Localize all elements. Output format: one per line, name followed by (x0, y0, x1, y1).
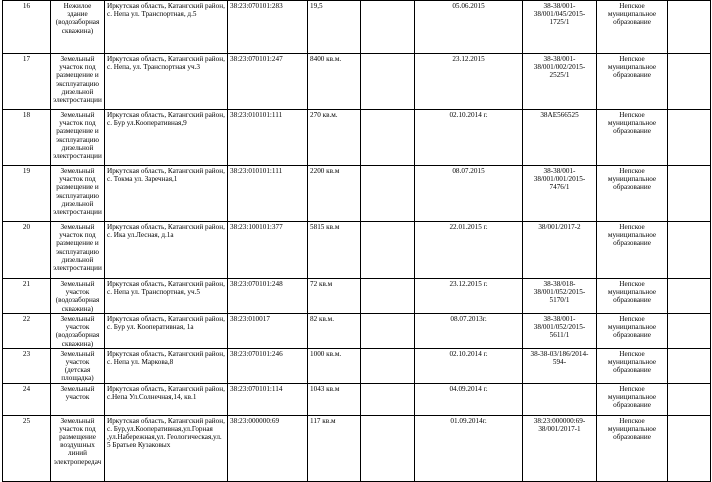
address-cell: Иркутская область, Катангский район, с. Непа, ул. Транспортная уч.3 (105, 54, 228, 110)
empty-cell (668, 222, 711, 279)
empty-cell (668, 166, 711, 222)
area-cell: 72 кв.м (308, 279, 361, 314)
table-row (3, 348, 711, 383)
registration-number-cell (523, 383, 597, 415)
object-name-cell: Земельный участок под размещение и эксплуатацию дизельной электростанции (51, 110, 105, 166)
empty-cell (668, 279, 711, 314)
empty-cell (668, 54, 711, 110)
row-number-cell: 19 (3, 166, 51, 222)
empty-cell (361, 314, 415, 349)
address-cell: Иркутская область, Катангский район, с. Непа ул. Транспортная, уч.5 (105, 279, 228, 314)
area-cell: 117 кв.м (308, 415, 361, 481)
registration-date-cell: 02.10.2014 г. (415, 348, 523, 383)
address-cell: Иркутская область, Катангский район, с. Бур,ул.Кооперативная,ул.Горная ,ул.Набережная,ул. Геологическая,ул. 5 Братьев Кузаковых (105, 415, 228, 481)
cadastral-number-cell: 38:23:010101:111 (228, 166, 308, 222)
registration-date-cell: 08.07.2013г. (415, 314, 523, 349)
area-cell: 2200 кв.м (308, 166, 361, 222)
table-row (3, 1, 711, 54)
registration-date-cell: 05.06.2015 (415, 1, 523, 54)
owner-cell: Непское муниципальное образование (597, 110, 668, 166)
owner-cell: Непское муниципальное образование (597, 383, 668, 415)
area-cell: 82 кв.м. (308, 314, 361, 349)
cadastral-number-cell: 38:23:010101:111 (228, 110, 308, 166)
address-cell: Иркутская область, Катангский район, с. Непа ул. Маркова,8 (105, 348, 228, 383)
address-cell: Иркутская область, Катангский район, с. Ика ул.Лесная, д.1а (105, 222, 228, 279)
registration-number-cell: 38-38/001-38/001/045/2015-1725/1 (523, 1, 597, 54)
address-cell: Иркутская область, Катангский район, с. Бур ул.Кооперативная,9 (105, 110, 228, 166)
cadastral-number-cell: 38:23:000000:69 (228, 415, 308, 481)
empty-cell (668, 1, 711, 54)
object-name-cell: Земельный участок (водозаборная скважина) (51, 314, 105, 349)
owner-cell: Непское муниципальное образование (597, 279, 668, 314)
registration-number-cell: 38АЕ566525 (523, 110, 597, 166)
cadastral-number-cell: 38:23:070101:283 (228, 1, 308, 54)
empty-cell (361, 110, 415, 166)
object-name-cell: Земельный участок (51, 383, 105, 415)
table-row (3, 110, 711, 166)
empty-cell (668, 110, 711, 166)
empty-cell (361, 54, 415, 110)
area-cell: 19,5 (308, 1, 361, 54)
empty-cell (361, 1, 415, 54)
cadastral-number-cell: 38:23:070101:248 (228, 279, 308, 314)
registration-number-cell: 38-38/001-38/001/002/2015-2525/1 (523, 54, 597, 110)
owner-cell: Непское муниципальное образование (597, 314, 668, 349)
address-cell: Иркутская область, Катангский район, с. Непа ул. Транспортная, д.5 (105, 1, 228, 54)
empty-cell (361, 415, 415, 481)
object-name-cell: Земельный участок (водозаборная скважина) (51, 279, 105, 314)
registration-number-cell: 38-38/001-38/001/052/2015-5611/1 (523, 314, 597, 349)
area-cell: 8400 кв.м. (308, 54, 361, 110)
table-row (3, 415, 711, 481)
registration-number-cell: 38-38/018-38/001/052/2015-5170/1 (523, 279, 597, 314)
empty-cell (361, 166, 415, 222)
owner-cell: Непское муниципальное образование (597, 54, 668, 110)
row-number-cell: 25 (3, 415, 51, 481)
row-number-cell: 20 (3, 222, 51, 279)
row-number-cell: 22 (3, 314, 51, 349)
area-cell: 1000 кв.м. (308, 348, 361, 383)
cadastral-number-cell: 38:23:100101:377 (228, 222, 308, 279)
area-cell: 270 кв.м. (308, 110, 361, 166)
empty-cell (361, 348, 415, 383)
object-name-cell: Земельный участок (детская площадка) (51, 348, 105, 383)
registration-date-cell: 23.12.2015 г. (415, 279, 523, 314)
address-cell: Иркутская область, Катангский район, с. Бур ул. Кооперативная, 1а (105, 314, 228, 349)
empty-cell (668, 348, 711, 383)
owner-cell: Непское муниципальное образование (597, 1, 668, 54)
row-number-cell: 24 (3, 383, 51, 415)
object-name-cell: Земельный участок под размещение воздушных линий электропередач (51, 415, 105, 481)
cadastral-number-cell: 38:23:070101:114 (228, 383, 308, 415)
cadastral-number-cell: 38:23:070101:247 (228, 54, 308, 110)
object-name-cell: Земельный участок под размещение и эксплуатацию дизельной электростанции (51, 166, 105, 222)
property-registry-table (2, 0, 711, 482)
empty-cell (361, 279, 415, 314)
row-number-cell: 18 (3, 110, 51, 166)
address-cell: Иркутская область, Катангский район, с.Непа Ул.Солнечная,14, кв.1 (105, 383, 228, 415)
empty-cell (668, 415, 711, 481)
registration-number-cell: 38-38/001-38/001/001/2015-7476/1 (523, 166, 597, 222)
registration-number-cell: 38-38-03/186/2014-594- (523, 348, 597, 383)
table-row (3, 314, 711, 349)
row-number-cell: 17 (3, 54, 51, 110)
owner-cell: Непское муниципальное образование (597, 348, 668, 383)
table-row (3, 222, 711, 279)
empty-cell (668, 383, 711, 415)
registration-date-cell: 23.12.2015 (415, 54, 523, 110)
registration-number-cell: 38/001/2017-2 (523, 222, 597, 279)
registration-number-cell: 38:23:000000:69-38/001/2017-1 (523, 415, 597, 481)
table-row (3, 383, 711, 415)
address-cell: Иркутская область, Катангский район, с. Токма ул. Заречная,1 (105, 166, 228, 222)
owner-cell: Непское муниципальное образование (597, 415, 668, 481)
registration-date-cell: 08.07.2015 (415, 166, 523, 222)
registration-date-cell: 04.09.2014 г. (415, 383, 523, 415)
row-number-cell: 21 (3, 279, 51, 314)
area-cell: 5815 кв.м (308, 222, 361, 279)
row-number-cell: 16 (3, 1, 51, 54)
cadastral-number-cell: 38:23:010017 (228, 314, 308, 349)
registration-date-cell: 22.01.2015 г. (415, 222, 523, 279)
registry-rows (3, 1, 711, 482)
object-name-cell: Нежилое здание (водозаборная скважина) (51, 1, 105, 54)
empty-cell (361, 383, 415, 415)
registration-date-cell: 02.10.2014 г. (415, 110, 523, 166)
empty-cell (668, 314, 711, 349)
row-number-cell: 23 (3, 348, 51, 383)
owner-cell: Непское муниципальное образование (597, 166, 668, 222)
area-cell: 1043 кв.м (308, 383, 361, 415)
table-row (3, 166, 711, 222)
empty-cell (361, 222, 415, 279)
table-row (3, 279, 711, 314)
cadastral-number-cell: 38:23:070101:246 (228, 348, 308, 383)
table-row (3, 54, 711, 110)
registration-date-cell: 01.09.2014г. (415, 415, 523, 481)
object-name-cell: Земельный участок под размещение и эксплуатацию дизельной электростанции (51, 222, 105, 279)
owner-cell: Непское муниципальное образование (597, 222, 668, 279)
object-name-cell: Земельный участок под размещение и эксплуатацию дизельной электростанции (51, 54, 105, 110)
